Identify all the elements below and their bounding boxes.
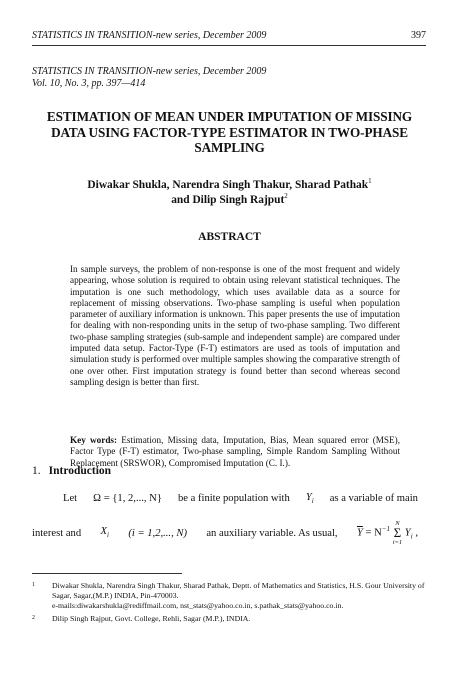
math-exponent: −1	[381, 524, 391, 533]
math-omega-set: Ω = {1, 2,..., N}	[93, 493, 162, 505]
math-mean-definition	[357, 520, 418, 546]
journal-info	[32, 66, 266, 90]
math-y: Y	[305, 492, 312, 503]
journal-info-series: STATISTICS IN TRANSITION-new series, December 2009	[32, 66, 267, 77]
footnote-2	[32, 614, 426, 624]
math-equals-n: = N	[365, 527, 382, 539]
section-title: Introduction	[48, 465, 112, 477]
body-text-let: Let	[63, 493, 78, 505]
page-number: 397	[411, 30, 426, 41]
abstract-heading: ABSTRACT	[198, 231, 261, 243]
sum-lower-limit: i=1	[392, 539, 403, 546]
running-head-journal: STATISTICS IN TRANSITION-new series, December 2009	[32, 30, 267, 41]
author-names-2: and Dilip Singh Rajput	[171, 194, 285, 206]
author-list	[40, 178, 419, 208]
paper-title: ESTIMATION OF MEAN UNDER IMPUTATION OF MISSING DATA USING FACTOR-TYPE ESTIMATOR IN TWO-PHASE SAMPLING	[46, 109, 413, 155]
math-y-sum: Y	[404, 527, 411, 539]
math-x: X	[100, 526, 107, 538]
running-head	[32, 30, 426, 41]
body-text-auxiliary: an auxiliary variable. As usual,	[206, 527, 338, 539]
author-footnote-mark-2: 2	[284, 192, 288, 200]
keywords-text: Estimation, Missing data, Imputation, Bias, Mean squared error (MSE), Factor Type (F-T) estimator, Two-phase sampling, Simple Random Sampling Without Replacement (SRSWOR), Compromised Imputation (C. I.).	[70, 435, 400, 468]
author-names-1: Diwakar Shukla, Narendra Singh Thakur, Sharad Pathak	[87, 179, 369, 191]
author-line-2	[40, 193, 419, 208]
footnotes	[32, 581, 426, 626]
footnote-1-emails: e-mails:diwakarshukla@rediffmail.com, nst_stats@yahoo.co.in, s.pathak_stats@yahoo.co.in.	[52, 601, 344, 611]
math-x-i	[101, 526, 109, 539]
footnote-divider	[32, 573, 182, 574]
author-footnote-mark-1: 1	[368, 177, 372, 185]
footnote-1-affiliation: Diwakar Shukla, Narendra Singh Thakur, Sharad Pathak, Deptt. of Mathematics and Statistics, H.S. Gour University of Sagar, Sagar,(M.P.) INDIA, Pin-470003.	[52, 581, 425, 601]
math-x-sub: i	[107, 531, 109, 540]
summation-sign	[393, 520, 402, 546]
footnote-2-text: Dilip Singh Rajput, Govt. College, Rehli, Sagar (M.P.), INDIA.	[52, 613, 251, 623]
keywords-label: Key words:	[70, 435, 118, 445]
sigma-icon: Σ	[393, 525, 402, 540]
footnote-1	[32, 581, 426, 612]
math-y-bar: $\overline{Y}$	[356, 527, 363, 539]
body-text-main: as a variable of main	[329, 493, 418, 505]
journal-info-volume: Vol. 10, No. 3, pp. 397—414	[32, 78, 146, 89]
keywords	[70, 435, 400, 469]
sum-upper-limit: N	[395, 520, 400, 527]
section-number: 1.	[32, 465, 41, 477]
math-y-sub: i	[311, 497, 314, 506]
math-comma: ,	[415, 527, 418, 539]
author-line-1	[40, 178, 419, 193]
body-line-1	[32, 492, 418, 505]
section-heading	[32, 465, 111, 477]
footnote-mark-1: 1	[32, 582, 35, 588]
math-index-range: (i = 1,2,..., N)	[128, 527, 187, 539]
body-text-interest: interest and	[32, 527, 82, 539]
math-y-i	[306, 492, 314, 505]
body-line-2	[32, 520, 418, 546]
abstract-text: In sample surveys, the problem of non-response is one of the most frequent and widely appearing, whose solution is required to obtain using relevant statistical techniques. The imputation is one such methodology, which uses available data as a source for replacement of missing observations. Two-phase sampling is useful when population parameter of auxiliary information is unknown. This paper presents the use of imputation for dealing with non-responding units in the setup of two-phase sampling. Two different two-phase sampling strategies (sub-sample and independent sample) are compared under imputed data setup. Factor-Type (F-T) estimators are used as tools of imputation and simulation study is performed over multiple samples showing the comparative strength of one over other. First imputation strategy is found better than second whereas second sampling design is better than first.	[70, 264, 400, 387]
footnote-mark-2: 2	[32, 614, 35, 621]
body-text-finite: be a finite population with	[177, 493, 290, 505]
header-divider	[32, 45, 426, 46]
math-y-sum-sub: i	[410, 532, 413, 541]
